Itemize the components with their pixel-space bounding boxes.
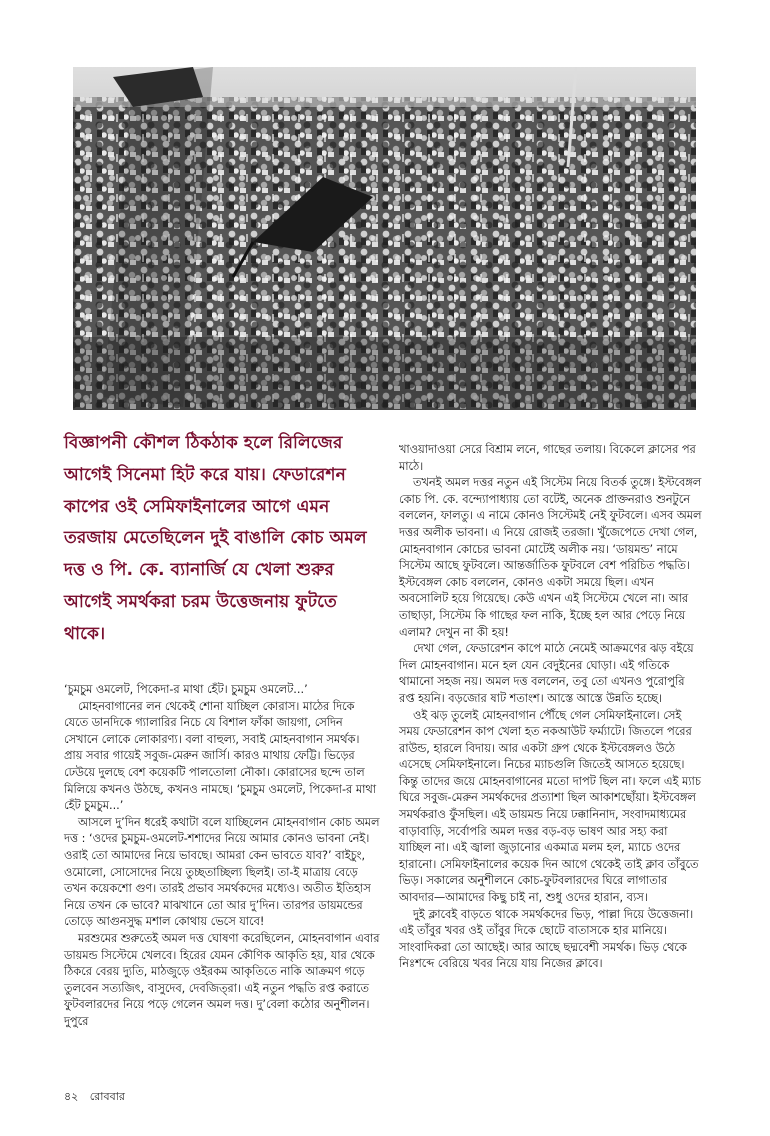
page-footer xyxy=(64,1088,133,1107)
page-number: ৪২ xyxy=(64,1090,79,1103)
pull-quote: বিজ্ঞাপনী কৌশল ঠিকঠাক হলে রিলিজের আগেই সিনেমা হিট করে যায়। ফেডারেশন কাপের ওই সেমিফাইনালের আগে এমন তরজায় মেতেছিলেন দুই বাঙালি কোচ অমল দত্ত ও পি. কে. ব্যানার্জি যে খেলা শুরুর আগেই সমর্থকরা চরম উত্তেজনায় ফুটতে থাকে। xyxy=(64,433,367,644)
magazine-name: রোববার xyxy=(89,1090,125,1103)
paragraph: দেখা গেল, ফেডারেশন কাপে মাঠে নেমেই আক্রমণের ঝড় বইয়ে দিল মোহনবাগান। মনে হল যেন বেদুইনের ঘোড়া। এই গতিকে থামানো সহজ নয়। অমল দত্ত বললেন, তবু তো এখনও পুরোপুরি রপ্ত হয়নি। বড়জোর ষাট শতাংশ। আস্তে আস্তে উন্নতি হচ্ছে। xyxy=(399,642,694,705)
paragraph: ‘চুমচুম ওমলেট, পিকেদা-র মাথা হেঁট। চুমচুম ওমলেট...’ xyxy=(64,683,308,696)
article-column-right xyxy=(399,442,703,973)
paragraph: ওই ঝড় তুলেই মোহনবাগান পৌঁছে গেল সেমিফাইনালে। সেই সময় ফেডারেশন কাপ খেলা হত নকআউট ফর্ম্যাটে। জিতলে পরের রাউন্ড, হারলে বিদায়। আর একটা গ্রুপ থেকে ইস্টবেঙ্গলও উঠে এসেছে সেমিফাইনালে। নিচের ম্যাচগুলি জিতেই আসতে হয়েছে। কিন্তু তাদের জয়ে মোহনবাগানের মতো দাপট ছিল না। ফলে এই ম্যাচ ঘিরে সবুজ-মেরুন সমর্থকদের প্রত্যাশা ছিল আকাশছোঁয়া। ইস্টবেঙ্গল সমর্থকরাও ফুঁসছিল। এই ডায়মন্ড নিয়ে ঢক্কানিনাদ, সংবাদমাধ্যমের বাড়াবাড়ি, সর্বোপরি অমল দত্তর বড়-বড় ভাষণ আর সহ্য করা যাচ্ছিল না। এই জ্বালা জুড়ানোর একমাত্র মলম হল, ম্যাচে ওদের হারানো। সেমিফাইনালের কয়েক দিন আগে থেকেই তাই ক্লাব তাঁবুতে ভিড়। সকালের অনুশীলনে কোচ-ফুটবলারদের ঘিরে লাগাতার আবদার—আমাদের কিছু চাই না, শুধু ওদের হারান, ব্যস। xyxy=(399,708,701,905)
paragraph: তখনই অমল দত্তর নতুন এই সিস্টেম নিয়ে বিতর্ক তুঙ্গে। ইস্টবেঙ্গল কোচ পি. কে. বন্দ্যোপাধ্যায় তো বটেই, অনেক প্রাক্তনরাও শুনটুনে বললেন, ফালতু। এ নামে কোনও সিস্টেমই নেই ফুটবলে। এসব অমল দত্তর অলীক ভাবনা। এ নিয়ে রোজই তরজা। খুঁজেপেতে দেখা গেল, মোহনবাগান কোচের ভাবনা মোটেই অলীক নয়। ‘ডায়মন্ড’ নামে সিস্টেম আছে ফুটবলে। আন্তর্জাতিক ফুটবলে বেশ পরিচিত পদ্ধতি। ইস্টবেঙ্গল কোচ বললেন, কোনও একটা সময়ে ছিল। এখন অবসোলিট হয়ে গিয়েছে। কেউ এখন এই সিস্টেমে খেলে না। আর তাছাড়া, সিস্টেম কি গাছের ফল নাকি, ইচ্ছে হল আর পেড়ে নিয়ে এলাম? দেখুন না কী হয়! xyxy=(399,476,702,639)
paragraph: আসলে দু’দিন ধরেই কথাটা বলে যাচ্ছিলেন মোহনবাগান কোচ অমল দত্ত : ‘ওদের চুমচুম-ওমলেট-শশাদের নিয়ে আমার কোনও ভাবনা নেই। ওরাই তো আমাদের নিয়ে ভাবছে। আমরা কেন ভাবতে যাব?’ বাইচুং, ওমোলো, সোসোদের নিয়ে তুচ্ছতাচ্ছিল্য ছিলই। তা-ই মাত্রায় বেড়ে তখন কয়েকশো গুণ। তারই প্রভাব সমর্থকদের মধ্যেও। অতীত ইতিহাস নিয়ে তখন কে ভাবে? মাঝখানে তো আর দু’দিন। তারপর ডায়মন্ডের তোড়ে আগুনসুদ্ধ মশাল কোথায় ভেসে যাবে! xyxy=(64,815,380,929)
paragraph: খাওয়াদাওয়া সেরে বিশ্রাম লনে, গাছের তলায়। বিকেলে ক্লাসের পর মাঠে। xyxy=(399,443,696,473)
article-column-left xyxy=(64,682,380,1030)
paragraph: মরশুমের শুরুতেই অমল দত্ত ঘোষণা করেছিলেন, মোহনবাগান এবার ডায়মন্ড সিস্টেমে খেলবে। হিরের যেমন কৌণিক আকৃতি হয়, যার থেকে ঠিকরে বেরয় দ্যুতি, মাঠজুড়ে ওইরকম আকৃতিতে নাকি আক্রমণ গড়ে তুলবেন সত্যজিৎ, বাসুদেব, দেবজিত্‌রা। এই নতুন পদ্ধতি রপ্ত করাতে ফুটবলারদের নিয়ে পড়ে গেলেন অমল দত্ত। দু’বেলা কঠোর অনুশীলন। দুপুরে xyxy=(64,931,380,1028)
paragraph: দুই ক্লাবেই বাড়তে থাকে সমর্থকদের ভিড়, পাল্লা দিয়ে উত্তেজনা। এই তাঁবুর খবর ওই তাঁবুর দিকে ছোটে বাতাসকে হার মানিয়ে। সাংবাদিকরা তো আছেই। আর আছে ছদ্মবেশী সমর্থক। ভিড় থেকে নিঃশব্দে বেরিয়ে খবর নিয়ে যায় নিজের ক্লাবে। xyxy=(399,907,694,971)
crowd-photo xyxy=(73,67,696,410)
crowd-photo-icon xyxy=(73,67,696,410)
paragraph: মোহনবাগানের লন থেকেই শোনা যাচ্ছিল কোরাস। মাঠের দিকে যেতে ডানদিকে গ্যালারির নিচে যে বিশাল ফাঁকা জায়গা, সেদিন সেখানে লোকে লোকারণ্য। বলা বাহুল্য, সবাই মোহনবাগান সমর্থক। প্রায় সবার গায়েই সবুজ-মেরুন জার্সি। কারও মাথায় ফেট্টি। ভিড়ের ঢেউয়ে দুলছে বেশ কয়েকটি পালতোলা নৌকা। কোরাসের ছন্দে তাল মিলিয়ে কখনও উঠছে, কখনও নামছে। ‘চুমচুম ওমলেট, পিকেদা-র মাথা হেঁট চুমচুম...’ xyxy=(64,699,376,813)
